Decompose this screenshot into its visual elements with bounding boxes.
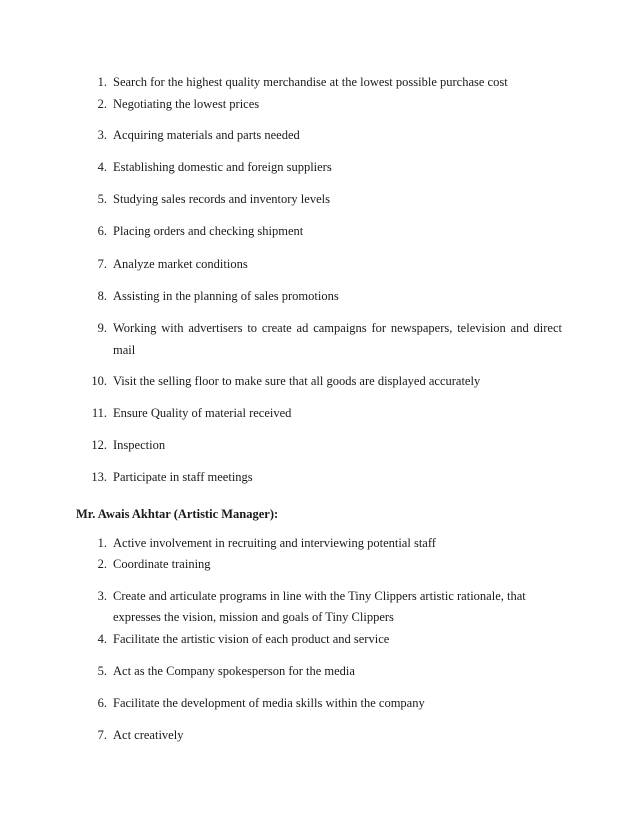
list-number: 12.	[91, 438, 107, 452]
list-number: 6.	[97, 696, 107, 710]
list-text: Negotiating the lowest prices	[113, 97, 260, 111]
list-number: 1.	[97, 75, 107, 89]
list-text: Facilitate the artistic vision of each product and service	[113, 632, 390, 646]
list-number: 3.	[97, 589, 107, 603]
list-number: 1.	[97, 536, 107, 550]
list-number: 5.	[97, 192, 107, 206]
list-number: 7.	[97, 728, 107, 742]
list-text: Analyze market conditions	[113, 257, 248, 271]
list-text: Facilitate the development of media skills within the company	[113, 696, 425, 710]
list-number: 10.	[91, 374, 107, 388]
list-number: 11.	[91, 406, 107, 420]
list-number: 8.	[97, 289, 107, 303]
list-text: Act creatively	[113, 728, 184, 742]
section-heading: Mr. Awais Akhtar (Artistic Manager):	[76, 507, 279, 521]
list-text: Visit the selling floor to make sure that all goods are displayed accurately	[113, 374, 481, 388]
list-text: Working with advertisers to create ad campaigns for newspapers, television and direct	[113, 321, 562, 335]
list-text: Participate in staff meetings	[113, 470, 253, 484]
list-text-continuation: expresses the vision, mission and goals of Tiny Clippers	[113, 610, 394, 624]
list-text: Assisting in the planning of sales promotions	[113, 289, 339, 303]
list-text: Coordinate training	[113, 557, 211, 571]
list-text: Search for the highest quality merchandise at the lowest possible purchase cost	[113, 75, 508, 89]
list-text: Acquiring materials and parts needed	[113, 128, 300, 142]
list-text: Create and articulate programs in line with the Tiny Clippers artistic rationale, that	[113, 589, 526, 603]
list-number: 6.	[97, 224, 107, 238]
list-number: 4.	[97, 160, 107, 174]
list-number: 13.	[91, 470, 107, 484]
list-text: Inspection	[113, 438, 166, 452]
list-number: 9.	[97, 321, 107, 335]
list-text: Studying sales records and inventory levels	[113, 192, 330, 206]
list-number: 5.	[97, 664, 107, 678]
list-text: Establishing domestic and foreign suppliers	[113, 160, 332, 174]
list-number: 2.	[97, 97, 107, 111]
list-text: Active involvement in recruiting and interviewing potential staff	[113, 536, 436, 550]
list-text-continuation: mail	[113, 343, 136, 357]
list-text: Act as the Company spokesperson for the media	[113, 664, 355, 678]
list-text: Placing orders and checking shipment	[113, 224, 304, 238]
list-number: 3.	[97, 128, 107, 142]
list-text: Ensure Quality of material received	[113, 406, 292, 420]
list-number: 4.	[97, 632, 107, 646]
list-number: 7.	[97, 257, 107, 271]
list-number: 2.	[97, 557, 107, 571]
